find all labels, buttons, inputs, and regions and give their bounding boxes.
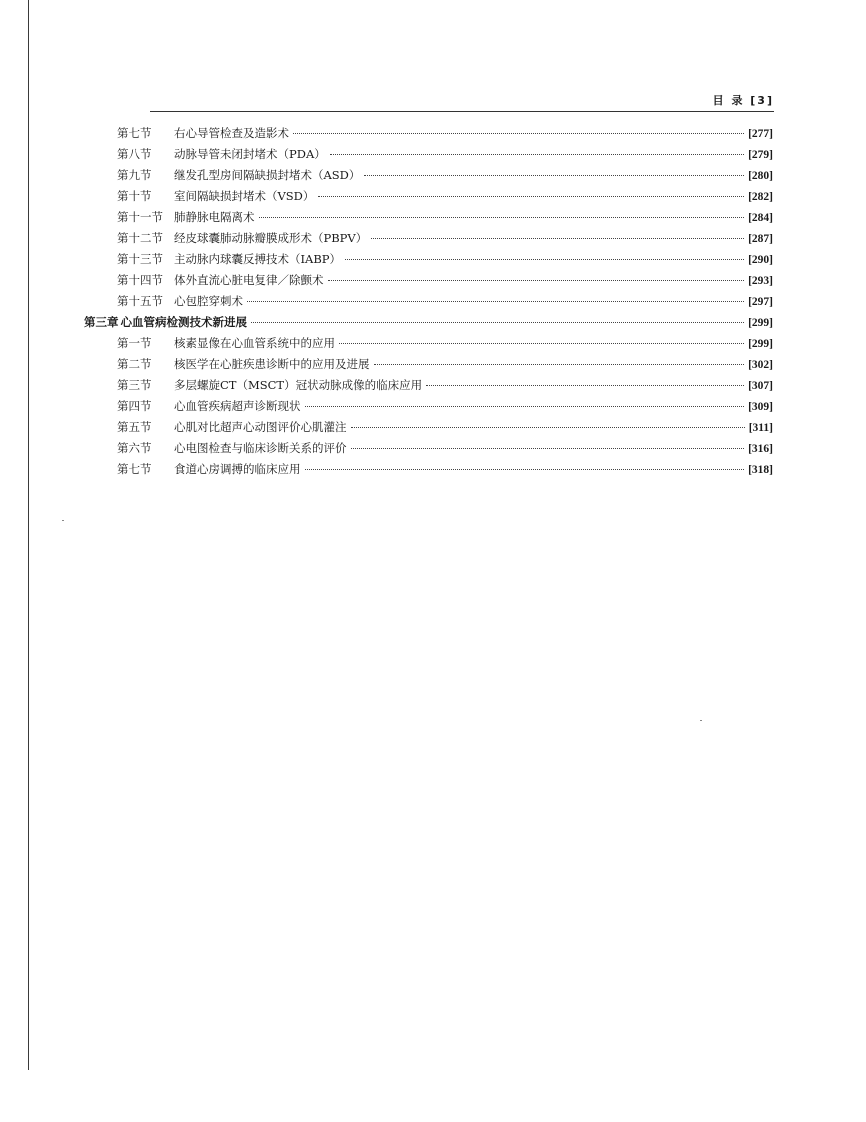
entry-page: [297] xyxy=(748,296,773,308)
entry-number: 第十一节 xyxy=(117,210,163,224)
entry-number: 第二节 xyxy=(117,357,152,371)
entry-page: [287] xyxy=(748,233,773,245)
entry-number: 第三节 xyxy=(117,378,152,392)
entry-title: 肺静脉电隔离术 xyxy=(174,210,255,224)
toc-entry xyxy=(117,440,773,458)
entry-number: 第八节 xyxy=(117,147,152,161)
chapter-number: 第三章 xyxy=(84,315,119,329)
toc-entry xyxy=(117,356,773,374)
scan-speck xyxy=(700,720,702,721)
entry-number: 第四节 xyxy=(117,399,152,413)
entry-title: 主动脉内球囊反搏技术（IABP） xyxy=(174,252,342,266)
dot-leader xyxy=(351,448,745,449)
toc-entry xyxy=(117,461,773,479)
dot-leader xyxy=(305,469,745,470)
entry-number: 第十节 xyxy=(117,189,152,203)
entry-number: 第十三节 xyxy=(117,252,163,266)
entry-page: [316] xyxy=(748,443,773,455)
entry-number: 第七节 xyxy=(117,462,152,476)
entry-title: 继发孔型房间隔缺损封堵术（ASD） xyxy=(174,168,361,182)
toc-entry xyxy=(117,125,773,143)
toc-entry xyxy=(117,146,773,164)
entry-number: 第十二节 xyxy=(117,231,163,245)
header-rule xyxy=(150,111,774,112)
entry-page: [309] xyxy=(748,401,773,413)
dot-leader xyxy=(293,133,744,134)
entry-number: 第十五节 xyxy=(117,294,163,308)
toc-entry xyxy=(117,272,773,290)
entry-page: [318] xyxy=(748,464,773,476)
entry-title: 动脉导管未闭封堵术（PDA） xyxy=(174,147,326,161)
running-header xyxy=(150,92,774,112)
dot-leader xyxy=(328,280,745,281)
dot-leader xyxy=(351,427,745,428)
entry-title: 心电图检查与临床诊断关系的评价 xyxy=(174,441,347,455)
entry-page: [280] xyxy=(748,170,773,182)
dot-leader xyxy=(259,217,745,218)
scan-speck xyxy=(62,520,64,521)
toc-entry xyxy=(117,419,773,437)
entry-page: [279] xyxy=(748,149,773,161)
entry-title: 核医学在心脏疾患诊断中的应用及进展 xyxy=(174,357,370,371)
toc-entry xyxy=(117,209,773,227)
entry-page: [293] xyxy=(748,275,773,287)
dot-leader xyxy=(305,406,745,407)
entry-title: 心包腔穿刺术 xyxy=(174,294,243,308)
entry-title: 心肌对比超声心动图评价心肌灌注 xyxy=(174,420,347,434)
dot-leader xyxy=(364,175,744,176)
entry-title: 核素显像在心血管系统中的应用 xyxy=(174,336,335,350)
toc-chapter-entry xyxy=(84,314,773,332)
entry-page: [277] xyxy=(748,128,773,140)
entry-page: [307] xyxy=(748,380,773,392)
entry-page: [299] xyxy=(748,317,773,329)
entry-title: 经皮球囊肺动脉瓣膜成形术（PBPV） xyxy=(174,231,368,245)
entry-page: [299] xyxy=(748,338,773,350)
entry-page: [311] xyxy=(748,422,773,434)
entry-number: 第一节 xyxy=(117,336,152,350)
toc-entry xyxy=(117,335,773,353)
entry-page: [302] xyxy=(748,359,773,371)
entry-page: [290] xyxy=(748,254,773,266)
dot-leader xyxy=(330,154,744,155)
entry-title: 右心导管检查及造影术 xyxy=(174,126,289,140)
entry-number: 第九节 xyxy=(117,168,152,182)
entry-number: 第五节 xyxy=(117,420,152,434)
toc-entry xyxy=(117,377,773,395)
chapter-title: 心血管病检测技术新进展 xyxy=(120,315,247,329)
dot-leader xyxy=(318,196,744,197)
entry-page: [282] xyxy=(748,191,773,203)
entry-page: [284] xyxy=(748,212,773,224)
entry-title: 心血管疾病超声诊断现状 xyxy=(174,399,301,413)
dot-leader xyxy=(251,322,744,323)
entry-number: 第七节 xyxy=(117,126,152,140)
page-binding-edge xyxy=(28,0,29,1070)
toc-entry xyxy=(117,230,773,248)
toc-entry xyxy=(117,251,773,269)
entry-title: 食道心房调搏的临床应用 xyxy=(174,462,301,476)
entry-number: 第六节 xyxy=(117,441,152,455)
entry-title: 多层螺旋CT（MSCT）冠状动脉成像的临床应用 xyxy=(174,378,423,392)
entry-number: 第十四节 xyxy=(117,273,163,287)
dot-leader xyxy=(339,343,744,344)
toc-entry xyxy=(117,293,773,311)
header-title: 目 录 [3] xyxy=(712,94,774,107)
toc-entry xyxy=(117,188,773,206)
dot-leader xyxy=(426,385,744,386)
toc-entry xyxy=(117,398,773,416)
entry-title: 体外直流心脏电复律／除颤术 xyxy=(174,273,324,287)
dot-leader xyxy=(374,364,745,365)
dot-leader xyxy=(247,301,744,302)
dot-leader xyxy=(345,259,744,260)
toc-entry xyxy=(117,167,773,185)
entry-title: 室间隔缺损封堵术（VSD） xyxy=(174,189,315,203)
dot-leader xyxy=(371,238,744,239)
